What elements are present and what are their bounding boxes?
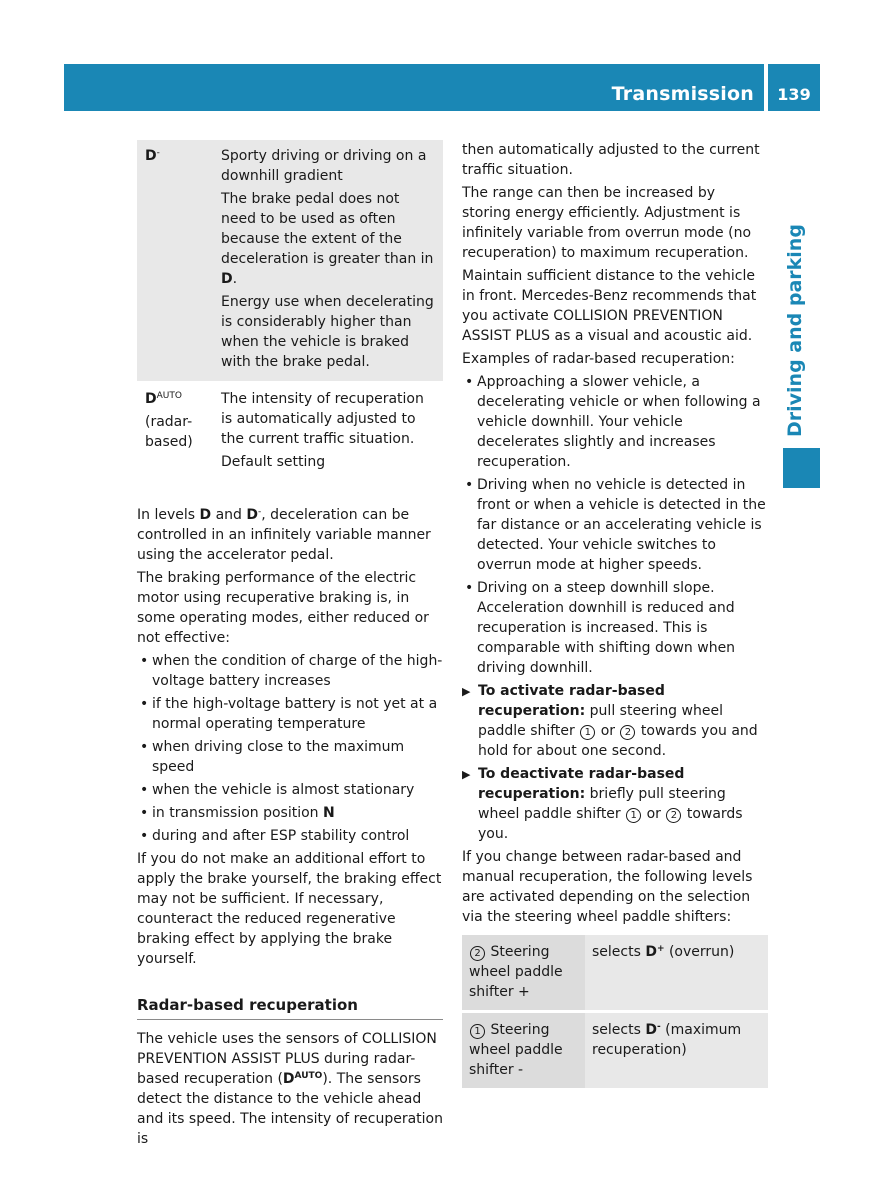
page-number-box	[768, 64, 820, 111]
instruction-step	[462, 681, 768, 761]
text-part: briefly pull steering wheel paddle shifter	[478, 786, 726, 822]
step-title: To activate radar-based recuperation:	[478, 683, 665, 719]
cell-text: Sporty driving or driving on a downhill gradient	[221, 148, 427, 184]
circled-number-icon: 1	[580, 725, 595, 740]
text-bold: N	[323, 805, 335, 821]
bullet-list	[137, 651, 443, 846]
text-part: towards you.	[478, 806, 743, 842]
text-sup: AUTO	[294, 1071, 323, 1081]
text-part: in transmission position	[152, 805, 324, 821]
text-part: or	[596, 723, 620, 739]
control-cell	[462, 1012, 585, 1089]
circled-number-icon: 1	[470, 1024, 485, 1039]
cell-text-sup: +	[656, 944, 665, 954]
cell-text: The intensity of recuperation is automatically adjusted to the current traffic situation.	[221, 391, 424, 447]
text-bold: D	[246, 507, 258, 523]
paragraph	[137, 505, 443, 565]
cell-text: Default setting	[221, 454, 326, 470]
table-row	[137, 140, 443, 382]
list-item: • during and after ESP stability control	[137, 826, 443, 846]
text-part: , deceleration can be controlled in an infinitely variable manner using the accelerator pedal.	[137, 507, 431, 563]
text-bold: D	[199, 507, 212, 523]
list-item: • when the condition of charge of the high-voltage battery increases	[137, 651, 443, 691]
paddle-shifter-table	[462, 935, 768, 1088]
level-cell	[137, 382, 213, 481]
cell-text: Steering wheel paddle shifter -	[469, 1022, 563, 1078]
cell-text: Steering wheel paddle shifter +	[469, 944, 563, 1000]
circled-number-icon: 1	[626, 808, 641, 823]
paragraph: If you change between radar-based and manual recuperation, the following levels are activated depending on the selection via the steering wheel paddle shifters:	[462, 849, 753, 925]
list-item: • Approaching a slower vehicle, a decelerating vehicle or when following a vehicle downhill. Your vehicle decelerates slightly and increases recuperation.	[462, 372, 768, 472]
cell-text: selects	[592, 1022, 646, 1038]
cell-text-bold: D	[645, 1022, 657, 1038]
level-sup: AUTO	[156, 391, 182, 401]
section-heading: Radar-based recuperation	[137, 995, 443, 1020]
right-column	[462, 140, 768, 1088]
level-label-wrap	[145, 389, 205, 409]
description-cell	[213, 140, 443, 382]
cell-text: selects	[592, 944, 646, 960]
list-item: • when the vehicle is almost stationary	[137, 780, 443, 800]
action-cell	[585, 935, 768, 1012]
cell-text: (maximum recuperation)	[592, 1022, 742, 1058]
text-part: The vehicle uses the sensors of COLLISION PREVENTION ASSIST PLUS during radar-based recuperation (	[137, 1031, 437, 1087]
level-label: D	[145, 148, 157, 164]
instruction-step	[462, 764, 768, 844]
level-note: (radar-based)	[145, 414, 193, 450]
table-row	[462, 935, 768, 1012]
control-cell	[462, 935, 585, 1012]
cell-text: (overrun)	[664, 944, 735, 960]
paragraph: The range can then be increased by storing energy efficiently. Adjustment is infinitely variable from overrun mode (no recuperation) to maximum recuperation.	[462, 185, 752, 261]
cell-text-part: The brake pedal does not need to be used as often because the extent of the deceleration is greater than in	[221, 191, 434, 267]
cell-text-bold: D	[221, 271, 233, 287]
side-tab-marker	[783, 448, 820, 488]
paragraph: then automatically adjusted to the current traffic situation.	[462, 142, 760, 178]
level-sup: -	[156, 148, 160, 158]
text-part: or	[642, 806, 666, 822]
text-bold: D	[282, 1071, 295, 1087]
paragraph: Examples of radar-based recuperation:	[462, 351, 735, 367]
level-table	[137, 140, 443, 481]
circled-number-icon: 2	[470, 946, 485, 961]
paragraph	[137, 1029, 443, 1149]
list-item: • Driving when no vehicle is detected in front or when a vehicle is detected in the far distance or an accelerating vehicle is detected. Your vehicle switches to overrun mode at higher speeds.	[462, 475, 768, 575]
text-part: ). The sensors detect the distance to the vehicle ahead and its speed. The intensity of recuperation is	[137, 1071, 443, 1147]
side-tab-label: Driving and parking	[784, 224, 806, 437]
paragraph: The braking performance of the electric motor using recuperative braking is, in some operating modes, either reduced or not effective:	[137, 570, 429, 646]
cell-text-sup: -	[656, 1022, 661, 1032]
action-cell	[585, 1012, 768, 1089]
cell-text-part: .	[232, 271, 238, 287]
text-part: In levels	[137, 507, 200, 523]
section-title: Transmission	[611, 83, 754, 105]
circled-number-icon: 2	[666, 808, 681, 823]
step-title: To deactivate radar-based recuperation:	[478, 766, 685, 802]
text-part: pull steering wheel paddle shifter	[478, 703, 723, 739]
bullet-list	[462, 372, 768, 678]
list-item	[137, 803, 443, 823]
cell-text: Energy use when decelerating is considerably higher than when the vehicle is braked with the brake pedal.	[221, 294, 434, 370]
description-cell	[213, 382, 443, 481]
paragraph: If you do not make an additional effort to apply the brake yourself, the braking effect may not be sufficient. If necessary, counteract the reduced regenerative braking effect by applying the brake yourself.	[137, 851, 442, 967]
cell-text-bold: D	[645, 944, 657, 960]
text-part: towards you and hold for about one second.	[478, 723, 758, 759]
paragraph: Maintain sufficient distance to the vehicle in front. Mercedes-Benz recommends that you activate COLLISION PREVENTION ASSIST PLUS as a visual and acoustic aid.	[462, 268, 757, 344]
cell-text	[221, 189, 435, 289]
left-column	[137, 140, 443, 1152]
list-item: • when driving close to the maximum speed	[137, 737, 443, 777]
list-item: • Driving on a steep downhill slope. Acceleration downhill is reduced and recuperation is increased. This is comparable with shifting down when driving downhill.	[462, 578, 768, 678]
level-cell	[137, 140, 213, 382]
header-bar	[64, 64, 764, 111]
page-number: 139	[777, 85, 811, 104]
list-item: • if the high-voltage battery is not yet at a normal operating temperature	[137, 694, 443, 734]
text-sup: -	[258, 507, 262, 517]
circled-number-icon: 2	[620, 725, 635, 740]
table-row	[137, 382, 443, 481]
table-row	[462, 1012, 768, 1089]
level-label: D	[145, 391, 157, 407]
text-part: and	[211, 507, 247, 523]
